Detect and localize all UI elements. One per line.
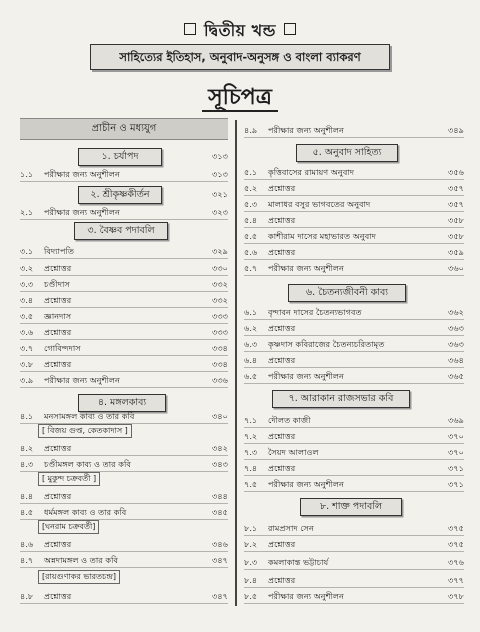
toc-row: ৮.৩ কমলাকান্ত ভট্টাচার্য ৩৭৬ — [244, 557, 464, 567]
toc-row: ৫.১ কৃত্তিবাসের রামায়ণ অনুবাদ ৩৫৬ — [244, 167, 464, 177]
toc-row: ৪.৬ প্রশ্নোত্তর ৩৪৬ — [20, 539, 228, 549]
row-rule — [20, 387, 228, 388]
poet-note: [ মুকুন্দ চক্রবর্তী ] — [38, 472, 100, 486]
row-rule — [20, 503, 228, 504]
toc-row: ৫.৭ পরীক্ষার জন্য অনুশীলন ৩৬০ — [244, 263, 464, 273]
row-rule — [244, 551, 464, 552]
row-rule — [20, 258, 228, 259]
toc-row: ৬.৫ পরীক্ষার জন্য অনুশীলন ৩৬৫ — [244, 371, 464, 381]
row-rule — [20, 275, 228, 276]
row-rule — [244, 351, 464, 352]
toc-row: ৩.৬ প্রশ্নোত্তর ৩৩৩ — [20, 327, 228, 337]
section-heading: ৩. বৈষ্ণব পদাবলি — [74, 222, 168, 240]
column-divider — [235, 120, 237, 606]
toc-row: ৭.২ প্রশ্নোত্তর ৩৭০ — [244, 431, 464, 441]
row-rule — [244, 243, 464, 244]
toc-row: ৮.২ প্রশ্নোত্তর ৩৭৫ — [244, 539, 464, 549]
toc-row: ৬.৪ প্রশ্নোত্তর ৩৬৪ — [244, 355, 464, 365]
row-rule — [20, 371, 228, 372]
section-page: ৩১৩ — [212, 151, 228, 161]
row-rule — [244, 443, 464, 444]
row-rule — [20, 355, 228, 356]
row-rule — [20, 181, 228, 182]
row-rule — [20, 307, 228, 308]
section-page: ৩২১ — [212, 189, 228, 199]
toc-row: ৩.৩ চণ্ডীদাস ৩৩২ — [20, 279, 228, 289]
row-rule — [244, 259, 464, 260]
toc-row: ৪.৩ চণ্ডীমঙ্গল কাব্য ও তার কবি ৩৪৩ — [20, 459, 228, 469]
toc-row: ৩.২ প্রশ্নোত্তর ৩৩০ — [20, 263, 228, 273]
square-icon — [184, 23, 196, 35]
section-heading: ১. চর্যাপদ — [78, 148, 162, 166]
toc-row: ১.১ পরীক্ষার জন্য অনুশীলন ৩১৩ — [20, 169, 228, 179]
toc-row: ২.১ পরীক্ষার জন্য অনুশীলন ৩২৩ — [20, 207, 228, 217]
toc-row: ৪.৭ অন্নদামঙ্গল ও তার কবি ৩৪৭ — [20, 555, 228, 565]
row-rule — [20, 291, 228, 292]
toc-row: ৩.৫ জ্ঞানদাস ৩৩৩ — [20, 311, 228, 321]
toc-row: ৬.২ প্রশ্নোত্তর ৩৬৩ — [244, 323, 464, 333]
toc-row: ৫.৩ মালাধর বসুর ভাগবতের অনুবাদ ৩৫৭ — [244, 199, 464, 209]
row-rule — [244, 603, 464, 604]
row-rule — [244, 137, 464, 138]
row-rule — [20, 339, 228, 340]
row-rule — [20, 519, 228, 520]
section-heading: ২. শ্রীকৃষ্ণকীর্তন — [78, 186, 162, 204]
row-rule — [20, 455, 228, 456]
row-rule — [244, 569, 464, 570]
toc-row: ৪.২ প্রশ্নোত্তর ৩৪২ — [20, 443, 228, 453]
toc-row: ৭.৪ প্রশ্নোত্তর ৩৭১ — [244, 463, 464, 473]
row-rule — [244, 179, 464, 180]
row-rule — [20, 219, 228, 220]
toc-row: ৩.৯ পরীক্ষার জন্য অনুশীলন ৩৩৬ — [20, 375, 228, 385]
section-heading: ৫. অনুবাদ সাহিত্য — [296, 144, 398, 162]
row-rule — [20, 471, 228, 472]
toc-row: ৫.২ প্রশ্নোত্তর ৩৫৭ — [244, 183, 464, 193]
section-heading: ৪. মঙ্গলকাব্য — [78, 394, 166, 412]
row-rule — [20, 551, 228, 552]
toc-row: ৪.৫ ধর্মমঙ্গল কাব্য ও তার কবি ৩৪৫ — [20, 507, 228, 517]
toc-row: ৫.৪ প্রশ্নোত্তর ৩৫৮ — [244, 215, 464, 225]
toc-row: ৪.৪ প্রশ্নোত্তর ৩৪৪ — [20, 491, 228, 501]
row-rule — [20, 603, 228, 604]
era-band: প্রাচীন ও মধ্যযুগ — [20, 118, 228, 140]
toc-row: ৮.১ রামপ্রসাদ সেন ৩৭৫ — [244, 523, 464, 533]
toc-row: ৭.১ দৌলত কাজী ৩৬৯ — [244, 415, 464, 425]
row-rule — [20, 323, 228, 324]
toc-row: ৩.৪ প্রশ্নোত্তর ৩৩২ — [20, 295, 228, 305]
section-heading: ৭. আরাকান রাজসভার কবি — [272, 390, 410, 408]
row-rule — [244, 427, 464, 428]
row-rule — [244, 211, 464, 212]
toc-row: ৬.১ বৃন্দাবন দাসের চৈতন্যভাগবত ৩৬২ — [244, 307, 464, 317]
row-rule — [244, 491, 464, 492]
toc-row: ৩.৭ গোবিন্দদাস ৩৩৪ — [20, 343, 228, 353]
row-rule — [244, 319, 464, 320]
toc-row: ৩.১ বিদ্যাপতি ৩২৯ — [20, 246, 228, 256]
row-rule — [244, 335, 464, 336]
row-rule — [244, 227, 464, 228]
toc-row: ৩.৮ প্রশ্নোত্তর ৩৩৪ — [20, 359, 228, 369]
poet-note: [ বিজয় গুপ্ত, কেতকাদাস ] — [38, 424, 132, 438]
poet-note: [ঘনরাম চক্রবর্তী] — [38, 520, 99, 534]
row-rule — [244, 587, 464, 588]
toc-row: ৬.৩ কৃষ্ণদাস কবিরাজের চৈতন্যচরিতামৃত ৩৬৩ — [244, 339, 464, 349]
part-title-text: দ্বিতীয় খন্ড — [204, 21, 276, 40]
row-rule — [244, 195, 464, 196]
toc-row: ৫.৬ প্রশ্নোত্তর ৩৫৯ — [244, 247, 464, 257]
toc-row: ৮.৫ পরীক্ষার জন্য অনুশীলন ৩৭৮ — [244, 591, 464, 601]
toc-row: ৫.৫ কাশীরাম দাসের মহাভারত অনুবাদ ৩৫৮ — [244, 231, 464, 241]
row-rule — [20, 423, 228, 424]
toc-row: ৭.৫ পরীক্ষার জন্য অনুশীলন ৩৭১ — [244, 479, 464, 489]
square-icon — [284, 23, 296, 35]
row-rule — [244, 459, 464, 460]
index-title: সূচিপত্র — [0, 80, 480, 117]
row-rule — [244, 475, 464, 476]
poet-note: [রায়গুণাকর ভারতচন্দ্র] — [38, 570, 120, 584]
row-rule — [244, 535, 464, 536]
subtitle-box: সাহিত্যের ইতিহাস, অনুবাদ-অনুসঙ্গ ও বাংলা ব্যাকরণ — [90, 44, 390, 70]
section-heading: ৬. চৈতন্যজীবনী কাব্য — [288, 284, 406, 302]
toc-row: ৪.৯ পরীক্ষার জন্য অনুশীলন ৩৪৯ — [244, 125, 464, 135]
toc-row: ৪.৮ প্রশ্নোত্তর ৩৪৭ — [20, 591, 228, 601]
row-rule — [244, 275, 464, 276]
section-heading: ৮. শাক্ত পদাবলি — [300, 498, 402, 516]
part-title — [0, 18, 480, 45]
row-rule — [20, 567, 228, 568]
row-rule — [244, 383, 464, 384]
toc-row: ৮.৪ প্রশ্নোত্তর ৩৭৭ — [244, 575, 464, 585]
row-rule — [244, 367, 464, 368]
toc-row: ৭.৩ সৈয়দ আলাওল ৩৭০ — [244, 447, 464, 457]
toc-row: ৪.১ মনসামঙ্গল কাব্য ও তার কবি ৩৪০ — [20, 411, 228, 421]
